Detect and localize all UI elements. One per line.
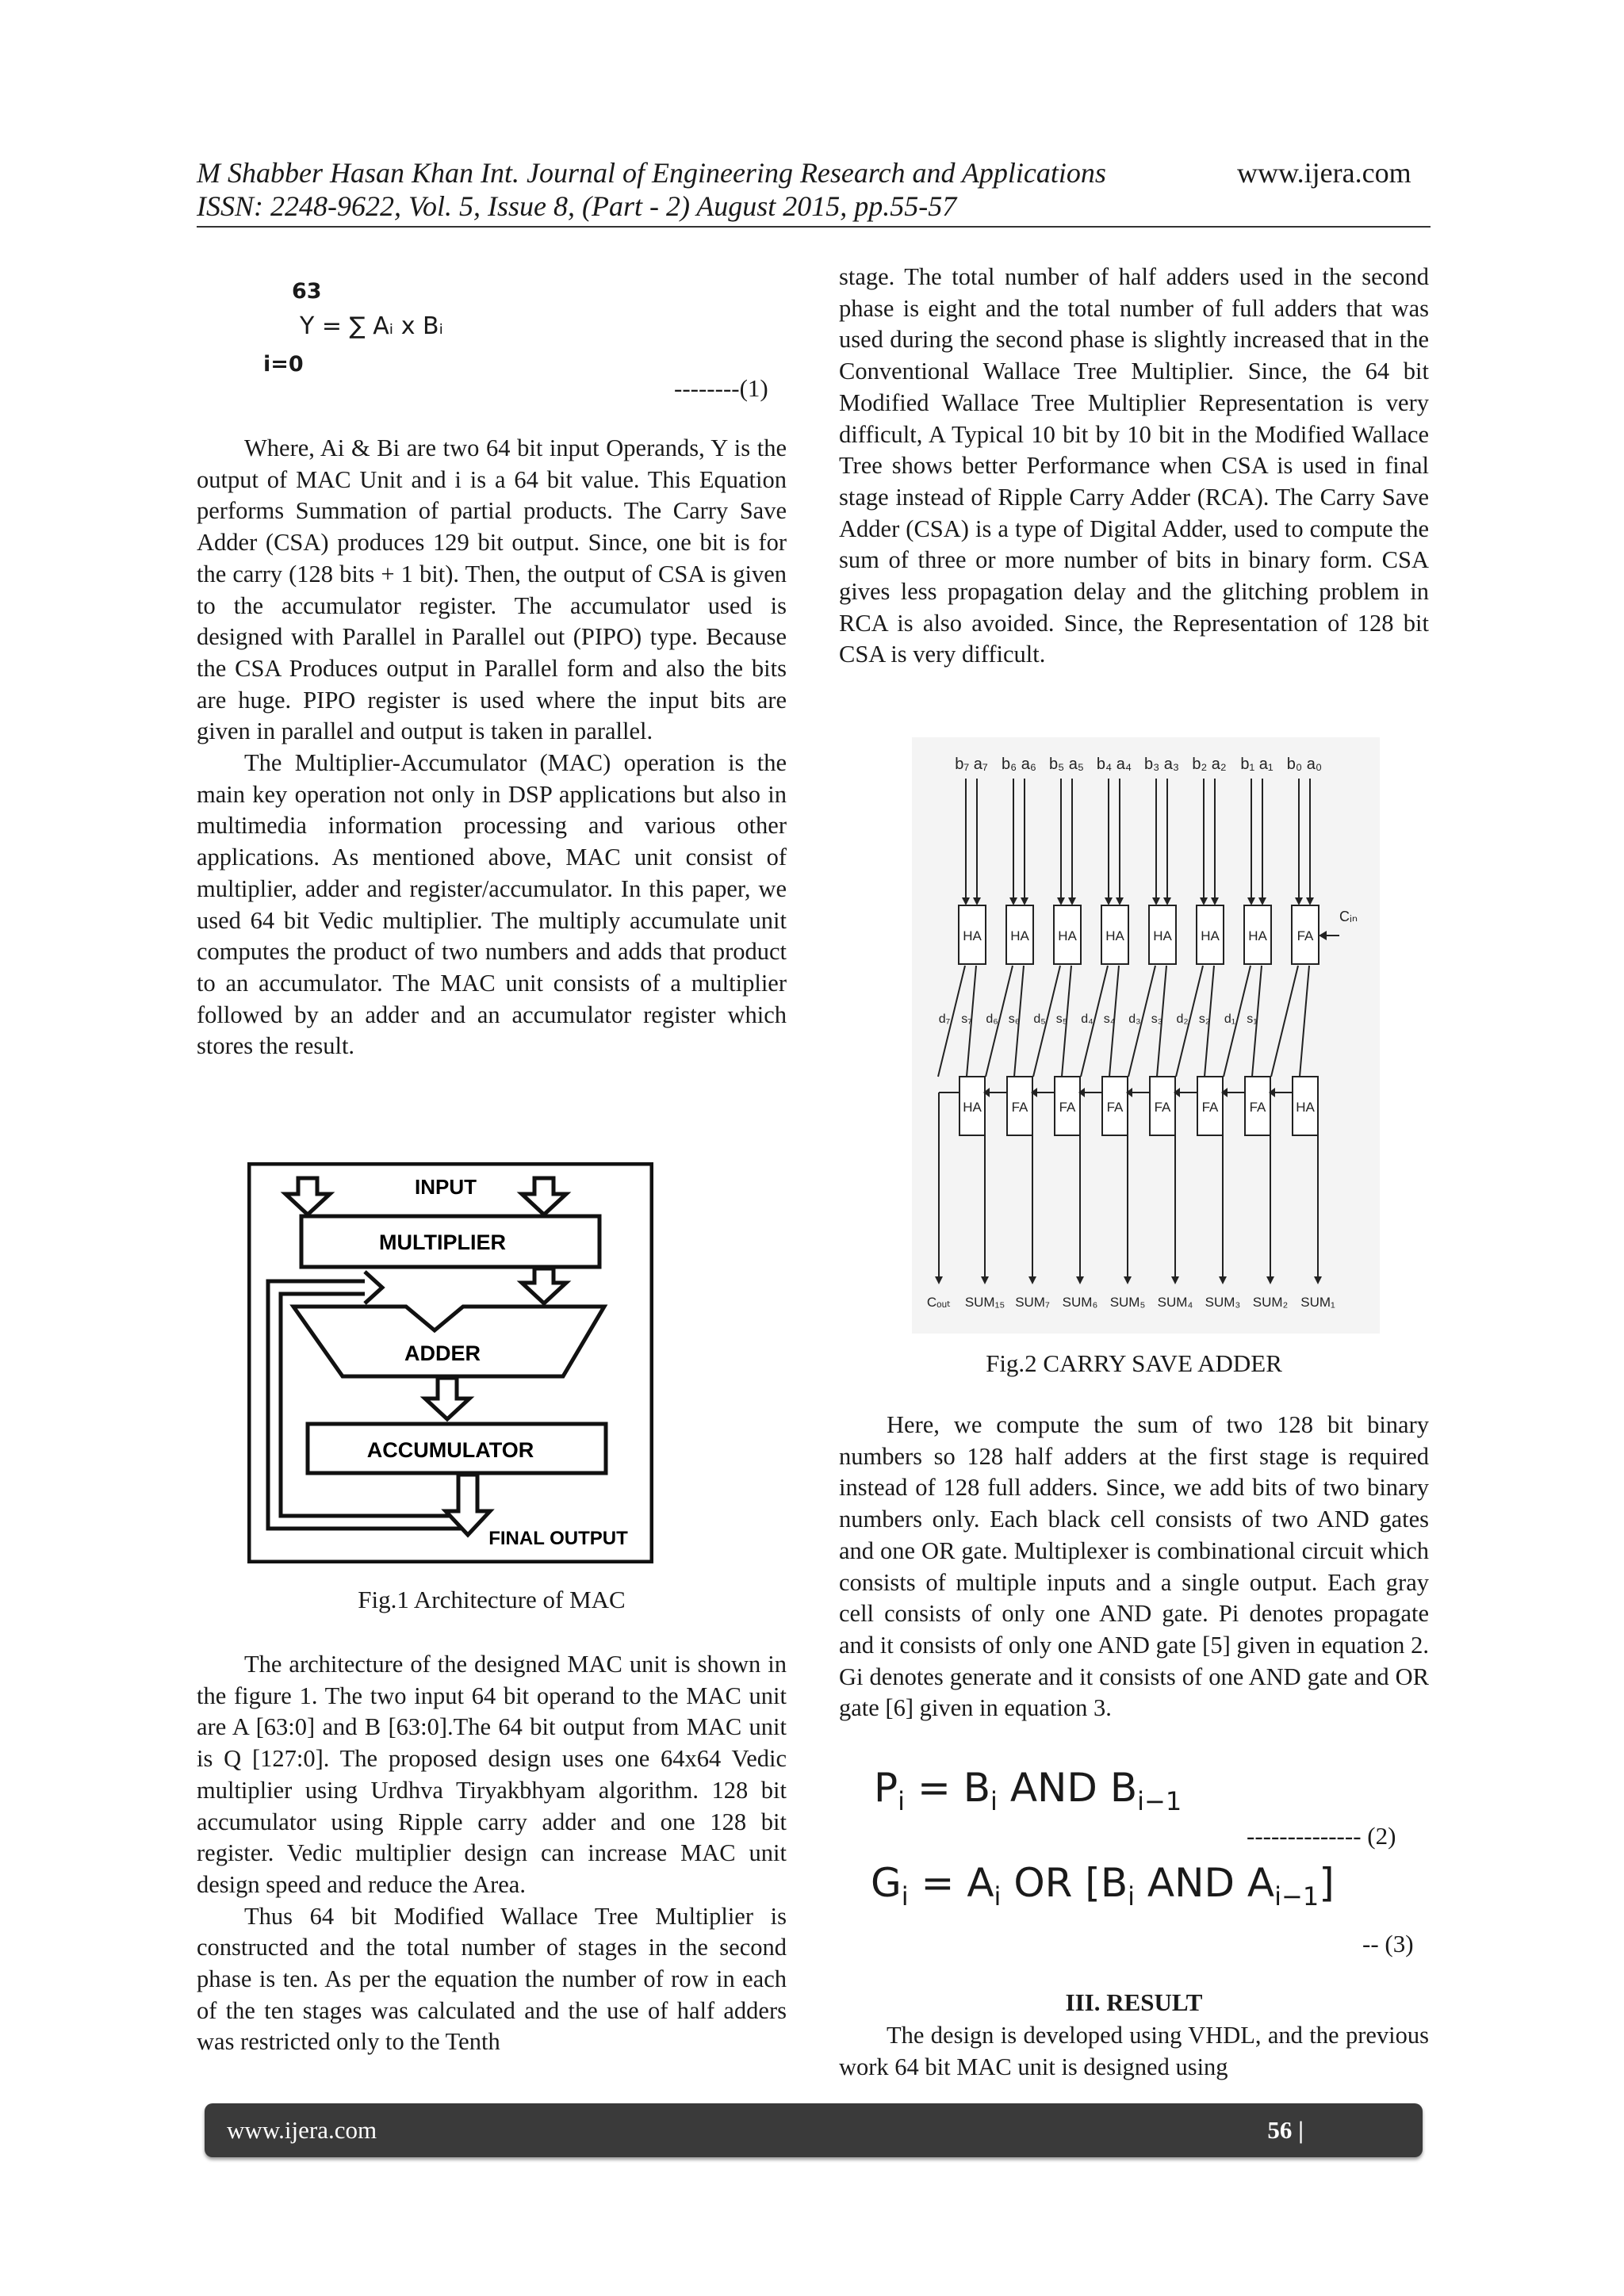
fig2-output-arrow-head — [1266, 1276, 1274, 1284]
fig2-output-arrow-head — [1124, 1276, 1132, 1284]
journal-header-line2: ISSN: 2248-9622, Vol. 5, Issue 8, (Part - 2) August 2015, pp.55-57 — [197, 190, 957, 222]
fig2-diag-label: s₃ — [1151, 1012, 1163, 1026]
fig2-top-cell-label: HA — [1248, 928, 1267, 943]
footer-website: www.ijera.com — [227, 2116, 377, 2144]
equation-1-tag: --------(1) — [674, 374, 768, 402]
eq2-rhs-sub: i−1 — [1137, 1786, 1182, 1816]
fig2-bottom-cell-label: FA — [1154, 1100, 1171, 1115]
fig2-carry-save-adder — [912, 737, 1380, 1334]
eq3-lhs-sub: i — [901, 1881, 909, 1911]
journal-website: www.ijera.com — [1237, 157, 1411, 189]
paragraph-operands: Where, Ai & Bi are two 64 bit input Operands, Y is the output of MAC Unit and i is a 64 bit value. This Equation performs Summation of partial products. The Carry Save Adder (CSA) produces 129 bit output. Since, one bit is for the carry (128 bits + 1 bit). Then, the output of CSA is given to the accumulator register. The accumulator used is designed with Parallel in Parallel out (PIPO) type. Because the CSA Produces output in Parallel form and also the bits are huge. PIPO register is used where the input bits are given in parallel and output is taken in parallel. — [197, 434, 787, 745]
input-line-a-head — [1057, 897, 1065, 905]
eq2-mid: = B — [905, 1765, 991, 1811]
cin-head — [1319, 931, 1327, 940]
input-line-b-head — [1163, 897, 1171, 905]
equation-1 — [252, 279, 490, 390]
fig1-caption: Fig.1 Architecture of MAC — [358, 1586, 626, 1613]
right-column-result — [839, 2020, 1429, 2083]
left-column-upper — [197, 433, 787, 1062]
eq3-mid-sub: i — [994, 1881, 1002, 1911]
input-line-b-head — [1021, 897, 1028, 905]
input-line-a-head — [962, 897, 970, 905]
fig2-diag-label: d₁ — [1224, 1012, 1236, 1026]
input-line-b-head — [1211, 897, 1219, 905]
fig2-output-label: SUM₁₅ — [964, 1295, 1005, 1310]
section-heading-result: III. RESULT — [1065, 1988, 1203, 2016]
sum-lower-limit: i=0 — [263, 352, 304, 377]
eq3-or: OR [B — [1001, 1860, 1128, 1906]
input-line-a-head — [1009, 897, 1017, 905]
equation-2-tag: -------------- (2) — [1247, 1822, 1396, 1850]
input-line-b-head — [1068, 897, 1076, 905]
fig2-cin-label: Cᵢₙ — [1339, 909, 1358, 924]
fig1-final-output-label: FINAL OUTPUT — [488, 1528, 628, 1549]
fig2-sum-line — [1300, 966, 1309, 1077]
fig2-diag-label: d₇ — [938, 1012, 951, 1026]
eq2-lhs-sub: i — [898, 1786, 906, 1816]
fig2-output-label: SUM₄ — [1157, 1295, 1193, 1310]
eq3-b-sub: i — [1128, 1881, 1136, 1911]
fig2-output-arrow-head — [1171, 1276, 1179, 1284]
fig2-output-label: Cₒᵤₜ — [926, 1295, 952, 1310]
fig2-diag-label: d₆ — [986, 1012, 998, 1026]
fig2-carry-line — [1271, 966, 1298, 1077]
fig1-input-label: INPUT — [415, 1175, 477, 1199]
header-rule — [197, 226, 1431, 228]
eq3-mid: = A — [908, 1860, 994, 1906]
fig2-diag-label: s₂ — [1198, 1012, 1211, 1026]
fig2-bottom-cell-label: FA — [1249, 1100, 1266, 1115]
paragraph-wallace-tree: Thus 64 bit Modified Wallace Tree Multiplier is constructed and the total number of stages in the second phase is ten. As per the equation the number of row in each of the ten stages was calculated and the use of half adders was restricted only to the Tenth — [197, 1902, 787, 2056]
fig2-output-arrow-head — [1076, 1276, 1084, 1284]
fig2-input-label: b₀ a₀ — [1286, 756, 1323, 773]
fig2-input-label: b₄ a₄ — [1096, 756, 1132, 773]
eq2-lhs: P — [874, 1765, 898, 1811]
left-column-lower — [197, 1649, 787, 2058]
fig2-bottom-cell-label: FA — [1011, 1100, 1028, 1115]
fig2-output-label: SUM₆ — [1062, 1295, 1098, 1310]
fig2-input-label: b₆ a₆ — [1002, 756, 1036, 773]
fig2-input-label: b₇ a₇ — [955, 756, 988, 773]
fig2-bottom-cell-label: FA — [1059, 1100, 1076, 1115]
sum-upper-limit: 63 — [292, 279, 322, 304]
fig2-output-label: SUM₃ — [1205, 1295, 1241, 1310]
fig2-output-label: SUM₁ — [1300, 1295, 1335, 1310]
fig2-output-arrow-head — [935, 1276, 943, 1284]
paragraph-128bit: Here, we compute the sum of two 128 bit binary numbers so 128 half adders at the first stage is required instead of 128 full adders. Since, we add bits of two binary numbers only. Each black cell consists of two AND gates and one OR gate. Multiplexer is combinational circuit which consists of multiple inputs and a single output. Each gray cell consists of only one AND gate. Pi denotes propagate and it consists of only one AND gate [5] given in equation 2. Gi denotes generate and it consists of one AND gate and OR gate [6] given in equation 3. — [839, 1411, 1429, 1722]
fig2-diag-label: s₆ — [1008, 1012, 1021, 1026]
paragraph-architecture: The architecture of the designed MAC unit is shown in the figure 1. The two input 64 bit operand to the MAC unit are A [63:0] and B [63:0].The 64 bit output from MAC unit is Q [127:0]. The proposed design uses one 64x64 Vedic multiplier using Urdhva Tiryakbhyam algorithm. 128 bit accumulator using Ripple carry adder and one 128 bit register. Vedic multiplier design can increase MAC unit design speed and reduce the Area. — [197, 1651, 787, 1898]
fig2-input-label: b₅ a₅ — [1049, 756, 1084, 773]
input-line-a-head — [1152, 897, 1160, 905]
paragraph-result: The design is developed using VHDL, and the previous work 64 bit MAC unit is designed using — [839, 2022, 1429, 2080]
fig2-diag-label: s₄ — [1103, 1012, 1116, 1026]
fig2-diag-label: d₄ — [1081, 1012, 1094, 1026]
fig2-output-arrow-head — [1028, 1276, 1036, 1284]
fig2-diag-label: d₂ — [1176, 1012, 1189, 1026]
input-line-b-head — [1258, 897, 1266, 905]
fig1-mac-architecture — [247, 1162, 653, 1563]
equation-3 — [871, 1860, 1335, 1911]
input-line-b-head — [1306, 897, 1314, 905]
fig2-input-label: b₁ a₁ — [1240, 756, 1274, 773]
fig2-top-cell-label: HA — [1058, 928, 1077, 943]
fig1-accumulator-label: ACCUMULATOR — [366, 1438, 534, 1462]
input-line-a-head — [1247, 897, 1255, 905]
page-footer — [205, 2103, 1423, 2157]
equation-2 — [874, 1765, 1182, 1816]
fig1-multiplier-label: MULTIPLIER — [379, 1230, 506, 1254]
fig2-output-arrow-head — [1219, 1276, 1227, 1284]
input-line-a-head — [1200, 897, 1208, 905]
fig2-output-label: SUM₇ — [1015, 1295, 1050, 1310]
input-line-b-head — [973, 897, 981, 905]
fig2-output-label: SUM₅ — [1109, 1295, 1146, 1310]
eq2-and: AND B — [997, 1765, 1138, 1811]
paragraph-stage: stage. The total number of half adders used in the second phase is eight and the total number of full adders that was used during the second phase is slightly increased that in the Conventional Wallace Tree Multiplier. Since, the 64 bit Modified Wallace Tree Multiplier Representation is very difficult, A Typical 10 bit by 10 bit in the Modified Wallace Tree shows better Performance when CSA is used in final stage instead of Ripple Carry Adder (RCA). The Carry Save Adder (CSA) is a type of Digital Adder, used to compute the sum of three or more number of bits in binary form. CSA gives less propagation delay and the glitching problem in RCA is also avoided. Since, the Representation of 128 bit CSA is very difficult. — [839, 263, 1429, 668]
fig2-top-cell-label: HA — [963, 928, 982, 943]
fig2-diag-label: d₃ — [1128, 1012, 1141, 1026]
fig2-output-arrow-head — [981, 1276, 989, 1284]
right-column-lower — [839, 1410, 1429, 1724]
input-line-b-head — [1116, 897, 1124, 905]
fig2-output-arrow-head — [1314, 1276, 1322, 1284]
fig2-bottom-cell-label: FA — [1201, 1100, 1219, 1115]
fig2-input-label: b₂ a₂ — [1192, 756, 1227, 773]
fig2-bottom-cell-label: HA — [1296, 1100, 1315, 1115]
equation-3-tag: -- (3) — [1362, 1930, 1414, 1957]
fig2-top-cell-label: HA — [1010, 928, 1029, 943]
fig2-top-cell-label: FA — [1297, 928, 1314, 943]
journal-header-line1: M Shabber Hasan Khan Int. Journal of Engineering Research and Applications — [197, 157, 1106, 189]
fig2-bottom-cell-label: FA — [1106, 1100, 1124, 1115]
eq3-rhs-sub: i−1 — [1274, 1881, 1320, 1911]
fig1-adder-label: ADDER — [404, 1341, 481, 1365]
fig2-bottom-cell-label: HA — [963, 1100, 982, 1115]
fig2-diag-label: s₁ — [1247, 1012, 1258, 1026]
sum-body: Y = ∑ Aᵢ x Bᵢ — [300, 312, 443, 340]
input-line-a-head — [1105, 897, 1113, 905]
fig2-top-cell-label: HA — [1153, 928, 1172, 943]
eq3-and: AND A — [1135, 1860, 1275, 1906]
input-line-a-head — [1295, 897, 1303, 905]
right-column-upper — [839, 262, 1429, 671]
fig2-top-cell-label: HA — [1201, 928, 1220, 943]
paragraph-mac-operation: The Multiplier-Accumulator (MAC) operation is the main key operation not only in DSP applications but also in multimedia information processing and various other applications. As mentioned above, MAC unit consist of multiplier, adder and register/accumulator. In this paper, we used 64 bit Vedic multiplier. The multiply accumulate unit computes the product of two numbers and adds that product to an accumulator. The MAC unit consists of a multiplier followed by an adder and an accumulator register which stores the result. — [197, 749, 787, 1060]
eq3-lhs: G — [871, 1860, 902, 1906]
fig2-top-cell-label: HA — [1105, 928, 1124, 943]
fig2-diag-label: d₅ — [1033, 1012, 1046, 1026]
page-number: 56 | — [1267, 2116, 1304, 2144]
fig2-output-label: SUM₂ — [1252, 1295, 1289, 1310]
fig2-diag-label: s₅ — [1055, 1012, 1068, 1026]
fig2-diag-label: s₇ — [961, 1012, 972, 1026]
fig2-caption: Fig.2 CARRY SAVE ADDER — [986, 1349, 1282, 1377]
fig2-input-label: b₃ a₃ — [1143, 756, 1180, 773]
eq3-close: ] — [1319, 1860, 1335, 1906]
eq2-mid-sub: i — [990, 1786, 998, 1816]
